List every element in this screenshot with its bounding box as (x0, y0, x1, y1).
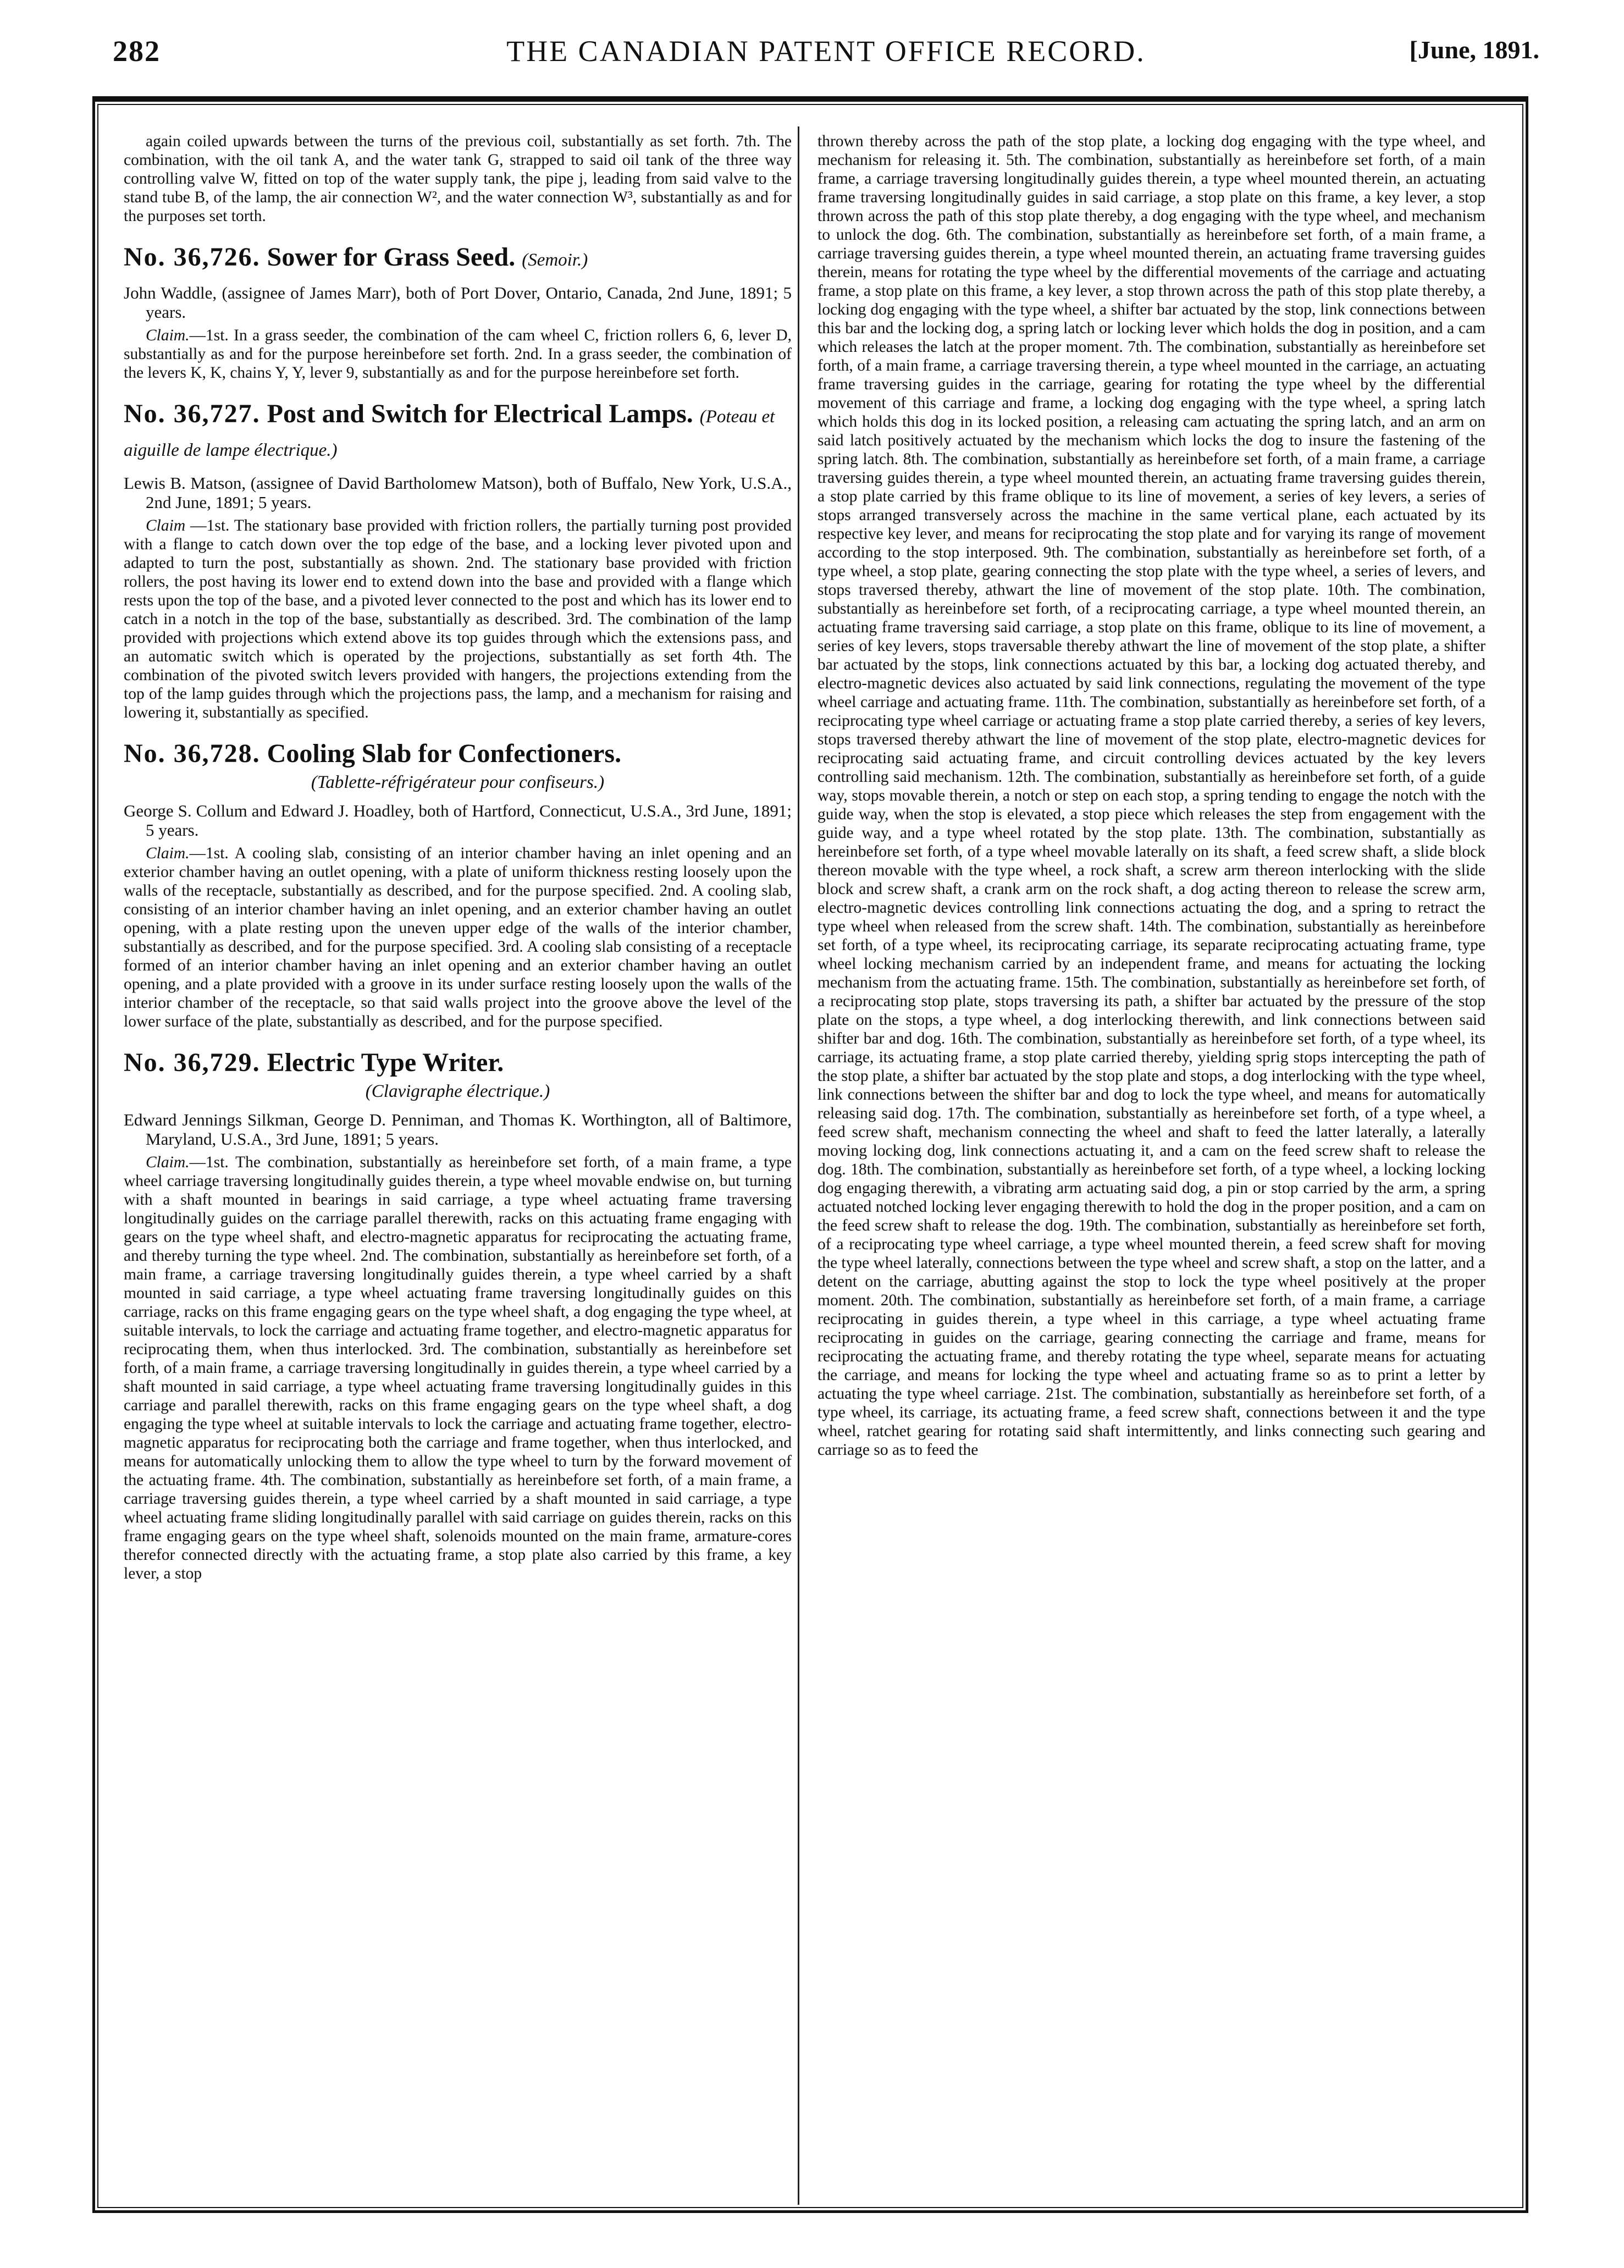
continued-claims-text: thrown thereby across the path of the stop plate, a locking dog engaging with the type wheel, and mechanism for releasing it. 5th. The combination, substantially as hereinbefore set forth, of a main frame, a carriage traversing longitudinally guides therein, a type wheel mounted therein, an actuating frame traversing longitudinally guides in said carriage, a stop plate on this frame, a key lever, a stop thrown across the path of this stop plate thereby, a dog engaging with the type wheel, and mechanism to unlock the dog. 6th. The combination, substantially as hereinbefore set forth, of a main frame, a carriage traversing guides therein, a type wheel mounted therein, an actuating frame traversing guides therein, means for rotating the type wheel by the differential movements of the carriage and actuating frame, a stop plate on this frame, a key lever, a stop thrown across the path of this stop plate thereby, a locking dog engaging with the type wheel, a shifter bar actuated by the stop, link connections between this bar and the locking dog, a spring latch or locking lever which holds the dog in position, and a cam which releases the latch at the proper moment. 7th. The combination, substantially as hereinbefore set forth, of a main frame, a carriage traversing therein, a type wheel mounted in the carriage, an actuating frame traversing guides in the carriage, gearing for rotating the type wheel by the differential movement of this carriage and frame, a locking dog engaging with the type wheel, a spring latch which holds this dog in its locked position, a releasing cam actuating the spring latch, and an arm on said latch positively actuated by the mechanism which locks the dog to insure the fastening of the spring latch. 8th. The combination, substantially as hereinbefore set forth, of a main frame, a carriage traversing guides therein, a type wheel mounted therein, an actuating frame traversing guides therein, a stop plate carried by this frame oblique to its line of movement, a series of key levers, a series of stops arranged transversely across the machine in the same vertical plane, each actuated by its respective key lever, and means for reciprocating the stop plate and for varying its range of movement according to the stop interposed. 9th. The combination, substantially as hereinbefore set forth, of a type wheel, a stop plate, gearing connecting the stop plate with the type wheel, a series of levers, and stops traversed thereby, athwart the line of movement of the stop plate. 10th. The combination, substantially as hereinbefore set forth, of a reciprocating carriage, a type wheel mounted therein, an actuating frame traversing said carriage, a stop plate on this frame, oblique to its line of movement, a series of key levers, stops traversable thereby athwart the line of movement of the stop plate, a shifter bar actuated by the stops, link connections actuated by this bar, a locking dog actuated thereby, and electro-magnetic devices also actuated by said link connections, regulating the movement of the type wheel carriage and actuating frame. 11th. The combination, substantially as hereinbefore set forth, of a reciprocating type wheel carriage or actuating frame a stop plate carried thereby, a series of key levers, stops traversed thereby athwart the line of movement of the stop plate, electro-magnetic devices for reciprocating said actuating frame, and circuit controlling devices actuated by the key levers controlling said mechanism. 12th. The combination, substantially as hereinbefore set forth, of a guide way, stops movable therein, a notch or step on each stop, a spring tending to engage the notch with the guide way, when the stop is elevated, a stop piece which releases the step from engagement with the guide way, and a type wheel rotated by the stop plate. 13th. The combination, substantially as hereinbefore set forth, of a type wheel movable laterally on its shaft, a feed screw shaft, a slide block thereon movable with the type wheel, a rock shaft, a screw arm thereon interlocking with the slide block and screw shaft, a crank arm on the rock shaft, a dog acting thereon to release the screw arm, electro-magnetic devices controlling link connections actuating the dog, and a spring to retract the type wheel when released from the screw shaft. 14th. The combination, substantially as hereinbefore set forth, of a type wheel, its reciprocating carriage, its separate reciprocating actuating frame, type wheel locking mechanism carried by an independent frame, and means for actuating the locking mechanism from the actuating frame. 15th. The combination, substantially as hereinbefore set forth, of a reciprocating stop plate, stops traversing its path, a shifter bar actuated by the pressure of the stop plate on the stops, a type wheel, a dog interlocking therewith, and link connections between said shifter bar and dog. 16th. The combination, substantially as hereinbefore set forth, of a type wheel, its carriage, its actuating frame, a stop plate carried thereby, yielding sprig stops intercepting the path of the stop plate, a shifter bar actuated by the stop plate and stops, a dog interlocking with the type wheel, link connections between the shifter bar and dog to lock the type wheel, and means for automatically releasing said dog. 17th. The combination, substantially as hereinbefore set forth, of a type wheel, a feed screw shaft, mechanism connecting the wheel and shaft to feed the latter laterally, a laterally moving locking dog, link connections actuating it, and a cam on the feed screw shaft to release the dog. 18th. The combination, substantially as hereinbefore set forth, of a type wheel, a locking locking dog engaging therewith, a vibrating arm actuating said dog, a pin or stop carried by the arm, a spring actuated notched locking lever engaging therewith to hold the dog in the proper position, and a cam on the feed screw shaft to release the dog. 19th. The combination, substantially as hereinbefore set forth, of a reciprocating type wheel carriage, a type wheel mounted therein, a feed screw shaft for moving the type wheel laterally, connections between the type wheel and screw shaft, a stop on the latter, and a detent on the carriage, abutting against the stop to lock the type wheel positively at the proper moment. 20th. The combination, substantially as hereinbefore set forth, of a main frame, a carriage reciprocating in guides therein, a type wheel in this carriage, a type wheel actuating frame reciprocating in guides on the carriage, gearing connecting the carriage and frame, means for reciprocating the actuating frame, and thereby rotating the type wheel, separate means for actuating the carriage, and means for locking the type wheel and actuating frame so as to print a letter by actuating the type wheel carriage. 21st. The combination, substantially as hereinbefore set forth, of a type wheel, its carriage, its actuating frame, a feed screw shaft, connections between it and the type wheel, ratchet gearing for rotating said shaft intermittently, and links connecting such gearing and carriage so as to feed the (817, 133, 1485, 1459)
patent-title: Post and Switch for Electrical Lamps. (267, 399, 693, 428)
patent-heading (124, 1047, 792, 1078)
patent-number: No. 36,727. (124, 399, 261, 428)
patent-french-title: (Poteau et aiguille de lampe électrique.) (124, 407, 775, 460)
column-divider (798, 126, 799, 2205)
patent-entry-36726 (124, 242, 792, 382)
patent-claims (124, 844, 792, 1031)
patent-inventor: Edward Jennings Silkman, George D. Penniman, and Thomas K. Worthington, all of Baltimore, Maryland, U.S.A., 3rd June, 1891; 5 years. (124, 1110, 792, 1149)
continued-text: again coiled upwards between the turns of the previous coil, substantially as set forth. 7th. The combination, with the oil tank A, and the water tank G, strapped to said oil tank of the three way controlling valve W, fitted on top of the water supply tank, the pipe j, leading from said valve to the stand tube B, of the lamp, the air connection W², and the water connection W³, substantially as and for the purposes set torth. (124, 133, 792, 225)
patent-title: Sower for Grass Seed. (267, 242, 516, 272)
patent-claims (124, 516, 792, 722)
claim-label: Claim. (146, 327, 190, 344)
patent-entry-36728 (124, 738, 792, 1031)
claim-text: —1st. The combination, substantially as hereinbefore set forth, of a main frame, a type wheel carriage traversing longitudinally guides therein, a type wheel movable endwise on, but turning with a shaft mounted in bearings in said carriage, a type wheel actuating frame traversing longitudinally guides on the carriage parallel therewith, racks on this actuating frame engaging with gears on the type wheel shaft, and electro-magnetic apparatus for reciprocating the actuating frame, and thereby turning the type wheel. 2nd. The combination, substantially as hereinbefore set forth, of a main frame, a carriage traversing longitudinally guides therein, a type wheel carried by a shaft mounted in said carriage, a type wheel actuating frame traversing longitudinally guides on this carriage, racks on this frame engaging gears on the type wheel shaft, a dog engaging the type wheel, at suitable intervals, to lock the carriage and actuating frame together, and electro-magnetic apparatus for reciprocating them, when thus interlocked. 3rd. The combination, substantially as hereinbefore set forth, of a main frame, a carriage traversing longitudinally in guides therein, a type wheel carried by a shaft mounted in said carriage, a type wheel actuating frame traversing longitudinally guides in this carriage and parallel therewith, racks on this frame engaging gears on the type wheel shaft, a dog engaging the type wheel at suitable intervals to lock the carriage and actuating frame together, electro-magnetic apparatus for reciprocating both the carriage and frame together, when thus interlocked, and means for automatically unlocking them to allow the type wheel to turn by the forward movement of the actuating frame. 4th. The combination, substantially as hereinbefore set forth, of a main frame, a carriage traversing guides therein, a type wheel carried by a shaft mounted in said carriage, a type wheel actuating frame sliding longitudinally parallel with said carriage on guides therein, racks on this frame engaging gears on the type wheel shaft, solenoids mounted on the main frame, armature-cores therefor connected directly with the actuating frame, a stop plate also carried by this frame, a key lever, a stop (124, 1154, 792, 1582)
claim-label: Claim. (146, 845, 190, 862)
patent-claims (124, 1153, 792, 1583)
patent-inventor: Lewis B. Matson, (assignee of David Bartholomew Matson), both of Buffalo, New York, U.S.A., 2nd June, 1891; 5 years. (124, 473, 792, 512)
patent-title: Electric Type Writer. (267, 1048, 504, 1077)
patent-title: Cooling Slab for Confectioners. (267, 739, 622, 768)
left-column (124, 132, 792, 2199)
claim-text: —1st. The stationary base provided with friction rollers, the partially turning post provided with a flange to catch down over the top edge of the base, and a locking lever pivoted upon and adapted to turn the post, substantially as shown. 2nd. The stationary base provided with friction rollers, the post having its lower end to extend down into the base and provided with a flange which rests upon the top of the base, and a pivoted lever connected to the post and which has its lower end to catch in a notch in the top of the base, substantially as described. 3rd. The combination of the lamp provided with projections which extend above its top guides through which the extensions pass, and an automatic switch which is operated by the projections, substantially as set forth 4th. The combination of the pivoted switch levers provided with hangers, the projections extending from the top of the lamp guides through which the projections pass, the lamp, and a mechanism for raising and lowering it, substantially as specified. (124, 517, 792, 721)
patent-claims (124, 326, 792, 382)
claim-text: —1st. A cooling slab, consisting of an interior chamber having an inlet opening and an exterior chamber having an outlet opening, with a plate of uniform thickness resting loosely upon the walls of the receptacle, substantially as described, and for the purpose specified. 2nd. A cooling slab, consisting of an interior chamber having an inlet opening, and an exterior chamber having an outlet opening, with a plate resting upon the uneven upper edge of the walls of the interior chamber, substantially as described, and for the purpose specified. 3rd. A cooling slab consisting of a receptacle formed of an interior chamber having an inlet opening and an exterior chamber having an outlet opening, and a plate provided with a groove in its under surface resting loosely upon the walls of the interior chamber of the receptacle, so that said walls project into the groove above the level of the lower surface of the plate, substantially as described, and for the purpose specified. (124, 845, 792, 1030)
patent-entry-36727 (124, 399, 792, 722)
claim-label: Claim (146, 517, 186, 534)
patent-inventor: John Waddle, (assignee of James Marr), both of Port Dover, Ontario, Canada, 2nd June, 1891; 5 years. (124, 283, 792, 322)
patent-number: No. 36,726. (124, 242, 261, 272)
patent-number: No. 36,729. (124, 1048, 261, 1077)
issue-date: [June, 1891. (1409, 36, 1539, 64)
publication-title: THE CANADIAN PATENT OFFICE RECORD. (506, 35, 1146, 68)
claim-label: Claim. (146, 1154, 190, 1171)
patent-french-title: (Semoir.) (522, 250, 588, 270)
patent-heading (124, 242, 792, 275)
patent-french-title: (Clavigraphe électrique.) (365, 1081, 550, 1101)
patent-inventor: George S. Collum and Edward J. Hoadley, both of Hartford, Connecticut, U.S.A., 3rd June, 1891; 5 years. (124, 801, 792, 840)
patent-french-title: (Tablette-réfrigérateur pour confiseurs.) (311, 772, 605, 792)
page-number: 282 (113, 35, 161, 68)
right-column (817, 132, 1485, 2199)
patent-heading (124, 738, 792, 769)
patent-heading (124, 399, 792, 466)
patent-entry-36729 (124, 1047, 792, 1583)
patent-number: No. 36,728. (124, 739, 261, 768)
page-header (113, 34, 1539, 78)
claim-text: —1st. In a grass seeder, the combination of the cam wheel C, friction rollers 6, 6, lever D, substantially as and for the purpose hereinbefore set forth. 2nd. In a grass seeder, the combination of the levers K, K, chains Y, Y, lever 9, substantially as and for the purpose hereinbefore set forth. (124, 327, 792, 382)
